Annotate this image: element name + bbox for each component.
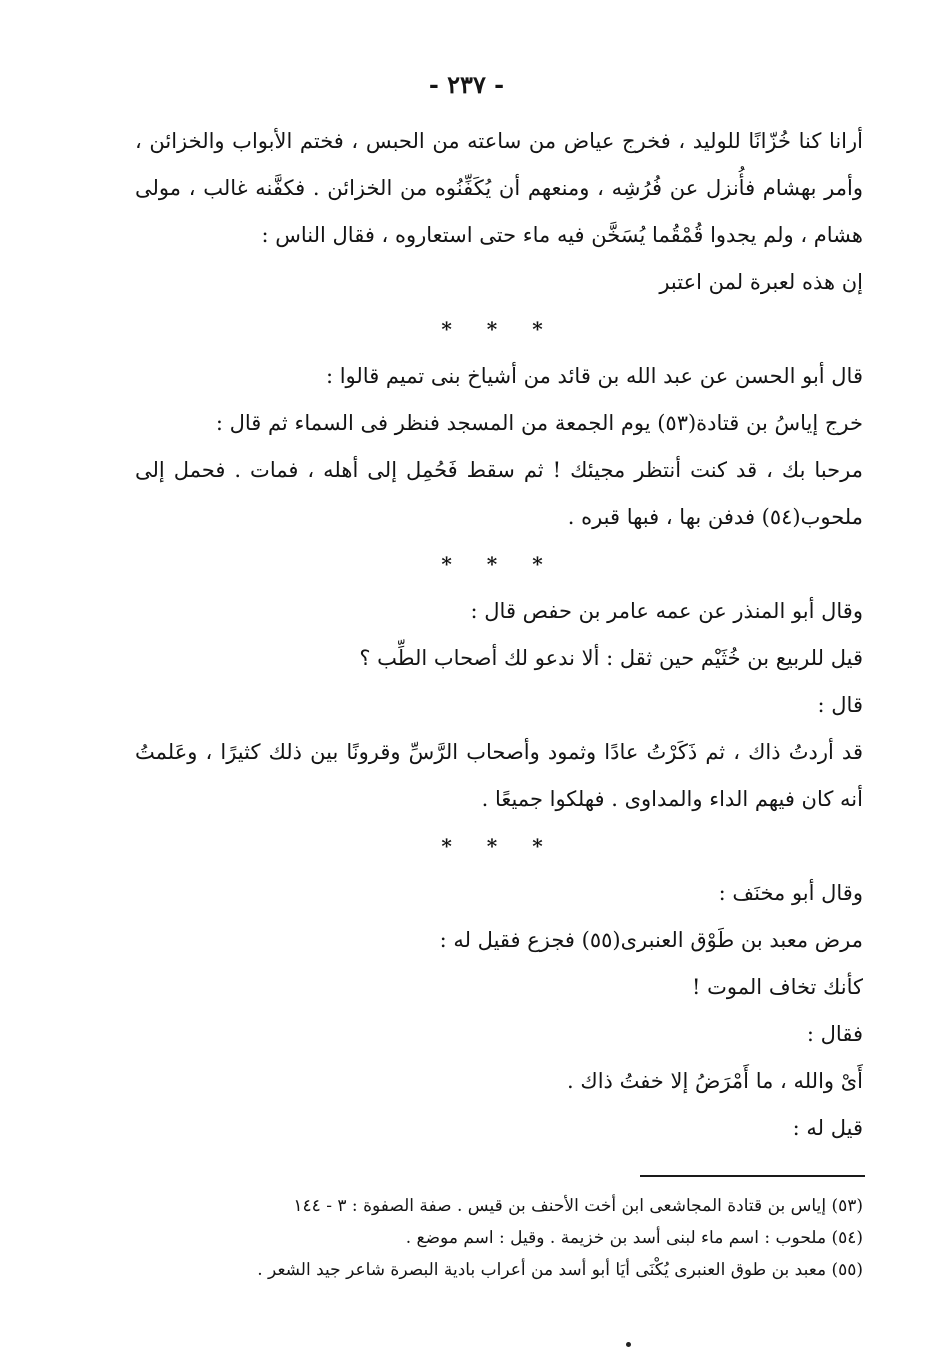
text-line: ملحوب(٥٤) فدفن بها ، فبها قبره . (567, 505, 863, 529)
footnote: (٥٥) معبد بن طوق العنبرى يُكْنَى أيَا أبو أسد من أعراب بادية البصرة شاعر جيد الشعر . (257, 1260, 863, 1280)
footnote: (٥٣) إياس بن قتادة المجاشعى ابن أخت الأحنف بن قيس . صفة الصفوة : ٣ - ١٤٤ (293, 1196, 863, 1216)
text-line: هشام ، ولم يجدوا قُمْقُما يُسَخَّن فيه ماء حتى استعاروه ، فقال الناس : (261, 223, 863, 247)
text-line: مرض معبد بن طَوْق العنبرى(٥٥) فجزع فقيل له : (439, 928, 863, 952)
text-line: أنه كان فيهم الداء والمداوى . فهلكوا جميعًا . (481, 787, 863, 811)
section-separator: * * * (441, 834, 557, 858)
text-line: قال أبو الحسن عن عبد الله بن قائد من أشياخ بنى تميم قالوا : (325, 364, 863, 388)
footnotes (150, 1190, 863, 1286)
ink-speck (626, 1342, 631, 1347)
text-line: مرحبا بك ، قد كنت أنتظر مجيئك ! ثم سقط فَحُمِل إلى أهله ، فمات . فحمل إلى (135, 458, 863, 482)
text-line: قيل للربيع بن خُثَيْم حين ثقل : ألا ندعو لك أصحاب الطِّب ؟ (359, 646, 863, 670)
text-line: وقال أبو مخنَف : (718, 881, 863, 905)
text-line: أَىْ والله ، ما أَمْرَضُ إلا خفتُ ذاك . (567, 1069, 863, 1093)
text-line: قد أردتُ ذاك ، ثم ذَكَرْتُ عادًا وثمود وأصحاب الرَّسِّ وقرونًا بين ذلك كثيرًا ، وعَلمتُ (135, 740, 863, 764)
text-line: خرج إياسُ بن قتادة(٥٣) يوم الجمعة من المسجد فنظر فى السماء ثم قال : (215, 411, 863, 435)
text-line: وقال أبو المنذر عن عمه عامر بن حفص قال : (470, 599, 863, 623)
text-line: قيل له : (792, 1116, 863, 1140)
text-line: إن هذه لعبرة لمن اعتبر (659, 270, 863, 294)
text-line: كأنك تخاف الموت ! (692, 975, 863, 999)
main-text (135, 118, 863, 1152)
footnote: (٥٤) ملحوب : اسم ماء لبنى أسد بن خزيمة . وقيل : اسم موضع . (405, 1228, 863, 1248)
section-separator: * * * (441, 317, 557, 341)
section-separator: * * * (441, 552, 557, 576)
page-number: - ٢٣٧ - (428, 70, 505, 99)
text-line: قال : (817, 693, 863, 717)
footnote-divider (640, 1175, 865, 1177)
text-line: أرانا كنا خُزّانًا للوليد ، فخرج عياض من ساعته من الحبس ، فختم الأبواب والخزائن ، (135, 129, 863, 153)
text-line: فقال : (806, 1022, 863, 1046)
text-line: وأمر بهشام فأُنزل عن فُرُشِه ، ومنعهم أن يُكَفِّنُوه من الخزائن . فكفَّنه غالب ، مولى (135, 176, 863, 200)
